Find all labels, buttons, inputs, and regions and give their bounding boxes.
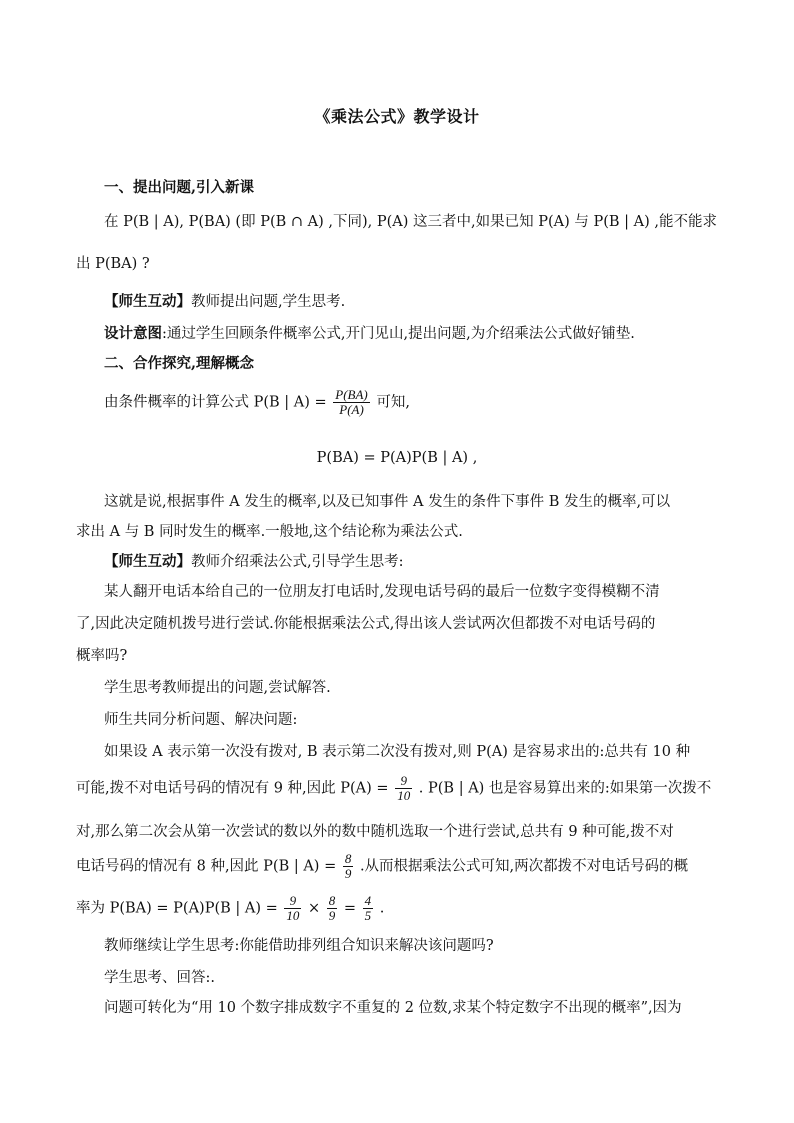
interaction-text: 教师提出问题,学生思考. [191,294,346,310]
formula-intro-text: 由条件概率的计算公式 P(B | A) = [104,394,327,411]
design-intent-text: :通过学生回顾条件概率公式,开门见山,提出问题,为介绍乘法公式做好铺垫. [162,326,635,342]
fraction-numerator: 9 [395,774,412,789]
text-segment: 率为 P(BA) = P(A)P(B | A) = [76,900,278,917]
fraction [333,388,369,417]
fraction-denominator: P(A) [339,402,364,417]
fraction-denominator: 10 [286,908,300,923]
interaction-note-1 [104,290,724,311]
section-heading-1: 一、提出问题,引入新课 [104,179,255,196]
paragraph-1-line-1: 在 P(B | A), P(BA) (即 P(B ∩ A) ,下同), P(A) 这三者中,如果已知 P(A) 与 P(B | A) ,能不能求 [104,214,718,230]
paragraph-7-line-1: 某人翻开电话本给自己的一位朋友打电话时,发现电话号码的最后一位数字变得模糊不清 [104,584,660,600]
design-intent-tag: 设计意图 [104,325,162,342]
paragraph-7-line-3: 概率吗? [76,648,128,664]
paragraph-10-line-3: 对,那么第二次会从第一次尝试的数以外的数中随机选取一个进行尝试,总共有 9 种可能,拨不对 [76,824,674,840]
section-heading-2: 二、合作探究,理解概念 [104,355,255,372]
text-segment: .从而根据乘法公式可知,两次都拨不对电话号码的概 [359,858,689,875]
fraction [327,894,338,923]
fraction [284,894,301,923]
times-sign: × [308,900,321,917]
text-segment: 可能,拨不对电话号码的情况有 9 种,因此 P(A) = [76,780,389,797]
fraction-denominator: 9 [344,866,352,881]
paragraph-10-line-4 [76,852,696,881]
text-segment: 电话号码的情况有 8 种,因此 P(B | A) = [76,858,337,875]
paragraph-5-line-2: 求出 A 与 B 同时发生的概率.一般地,这个结论称为乘法公式. [76,524,463,540]
fraction-denominator: 9 [328,908,336,923]
paragraph-8: 学生思考教师提出的问题,尝试解答. [104,680,331,696]
fraction-numerator: 4 [364,893,372,908]
fraction [395,774,412,803]
paragraph-10-line-2 [76,773,712,803]
fraction [363,894,374,923]
fraction-numerator: P(BA) [335,387,368,402]
paragraph-13: 问题可转化为“用 10 个数字排成数字不重复的 2 位数,求某个特定数字不出现的概率”,因为 [104,1000,682,1016]
interaction-text: 教师介绍乘法公式,引导学生思考: [191,554,404,570]
paragraph-11: 教师继续让学生思考:你能借助排列组合知识来解决该问题吗? [104,938,494,954]
design-intent [104,322,724,343]
paragraph-10-line-1: 如果设 A 表示第一次没有拨对, B 表示第二次没有拨对,则 P(A) 是容易求出的:总共有 10 种 [104,744,691,760]
period: . [379,900,385,917]
fraction-numerator: 8 [328,893,336,908]
page-title: 《乘法公式》教学设计 [314,107,480,126]
fraction-numerator: 9 [284,894,301,909]
paragraph-5-line-1: 这就是说,根据事件 A 发生的概率,以及已知事件 A 发生的条件下事件 B 发生的概率,可以 [104,494,671,510]
paragraph-1-line-2: 出 P(BA) ? [76,256,150,272]
interaction-note-2 [104,550,724,571]
fraction-numerator: 8 [344,851,352,866]
paragraph-12: 学生思考、回答:. [104,970,215,986]
equals-sign: = [343,900,357,917]
paragraph-7-line-2: 了,因此决定随机拨号进行尝试.你能根据乘法公式,得出该人尝试两次但都拨不对电话号码的 [76,616,656,632]
text-segment: . P(B | A) 也是容易算出来的:如果第一次拨不 [418,780,712,797]
fraction-denominator: 5 [364,908,372,923]
interaction-tag: 【师生互动】 [104,293,191,310]
paragraph-10-line-5 [76,894,696,923]
paragraph-9: 师生共同分析问题、解决问题: [104,712,298,728]
formula-intro-end: 可知, [376,394,410,411]
fraction-denominator: 10 [397,788,411,803]
fraction [343,852,354,881]
paragraph-formula-intro [104,388,724,417]
multiplication-formula: P(BA) = P(A)P(B | A) , [316,450,478,466]
interaction-tag: 【师生互动】 [104,553,191,570]
